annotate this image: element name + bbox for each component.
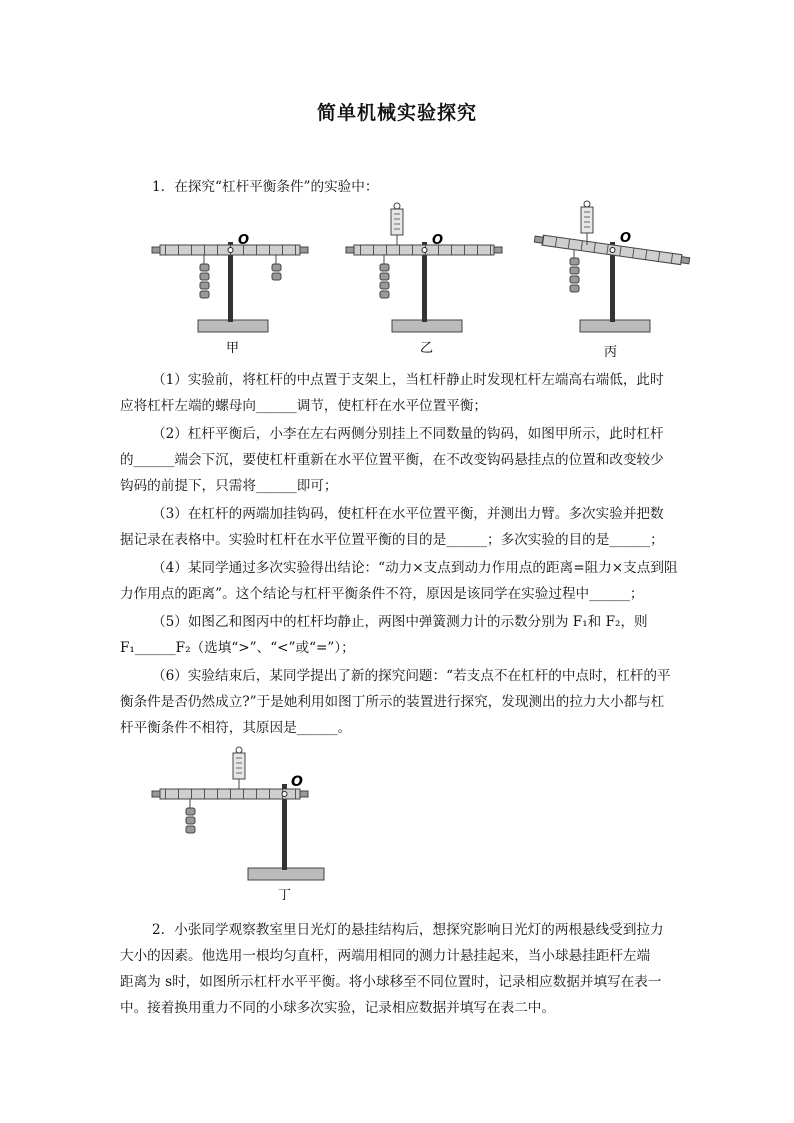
pivot-point [228,248,233,253]
figure-label-ding: 丁 [278,888,292,902]
q1-part4-line2: 力作用点的距离”。这个结论与杠杆平衡条件不符，原因是该同学在实验过程中______； [120,586,644,602]
q2-line2: 大小的因素。他选用一根均匀直杆，两端用相同的测力计悬挂起来，当小球悬挂距杆左端 [120,948,651,964]
figure-yi [346,203,502,356]
q1-part6-line1: （6）实验结束后，某同学提出了新的探究问题：“若支点不在杠杆的中点时，杠杆的平 [152,668,671,684]
balance-nut-right [300,247,308,253]
balance-nut-left [346,247,354,253]
spring-scale [233,747,245,789]
figure-label-jia: 甲 [226,341,240,356]
q1-part2-line1: （2）杠杆平衡后，小李在左右两侧分别挂上不同数量的钩码，如图甲所示，此时杠杆 [152,426,664,442]
q1-part4-line1: （4）某同学通过多次实验得出结论：“动力×支点到动力作用点的距离=阻力×支点到阻 [152,560,678,576]
balance-nut-right [494,247,502,253]
figure-jia [152,233,308,356]
lever-bar [160,789,300,799]
figure-label-bing: 丙 [604,345,618,360]
pivot-point [610,248,615,253]
q2-line1: 2．小张同学观察教室里日光灯的悬挂结构后，想探究影响日光灯的两根悬线受到拉力 [152,922,664,938]
hook-weights [380,264,389,298]
q1-part6-line3: 杆平衡条件不相符，其原因是______。 [120,720,352,736]
q2-line3: 距离为 s时，如图所示杠杆水平平衡。将小球移至不同位置时，记录相应数据并填写在表一 [120,974,662,990]
q1-part2-line3: 钩码的前提下，只需将______即可； [120,478,338,494]
spring-scale [581,201,593,245]
spring-scale [391,203,403,245]
balance-nut-right [300,791,308,797]
hook-weights [186,808,195,833]
balance-nut-left [152,247,160,253]
hook-weights-left [200,264,209,298]
pivot-point [282,792,287,797]
pivot-label: O [291,774,303,790]
q1-part6-line2: 衡条件是否仍然成立?”于是她利用如图丁所示的装置进行探究，发现测出的拉力大小都与杠 [120,694,665,710]
page-title: 简单机械实验探究 [316,102,477,124]
pivot-label: O [620,231,632,246]
q1-part3-line2: 据记录在表格中。实验时杠杆在水平位置平衡的目的是______；多次实验的目的是______； [120,532,664,548]
balance-nut-left [152,791,160,797]
q1-part1-line1: （1）实验前，将杠杆的中点置于支架上，当杠杆静止时发现杠杆左端高右端低，此时 [152,372,664,388]
q1-part1-line2: 应将杠杆左端的螺母向______调节，使杠杆在水平位置平衡； [120,398,488,414]
q1-part3-line1: （3）在杠杆的两端加挂钩码，使杠杆在水平位置平衡，并测出力臂。多次实验并把数 [152,506,664,522]
pivot-label: O [238,233,250,248]
q1-intro: 1．在探究“杠杆平衡条件”的实验中： [152,179,379,195]
lever-figures-row [140,198,710,360]
q1-part2-line2: 的______端会下沉，要使杠杆重新在水平位置平衡，在不改变钩码悬挂点的位置和改变较少 [120,452,664,468]
figure-label-yi: 乙 [420,341,434,356]
hook-weights-right [272,264,281,280]
pivot-point [422,248,427,253]
pivot-label: O [432,233,444,248]
q1-part5-line2: F₁______F₂（选填“>”、“<”或“=”）； [120,640,355,656]
q2-line4: 中。接着换用重力不同的小球多次实验，记录相应数据并填写在表二中。 [120,1000,555,1016]
figure-bing [534,201,690,360]
figure-ding [140,742,340,902]
q1-part5-line1: （5）如图乙和图丙中的杠杆均静止，两图中弹簧测力计的示数分别为 F₁和 F₂，则 [152,614,648,630]
hook-weights [570,258,579,292]
